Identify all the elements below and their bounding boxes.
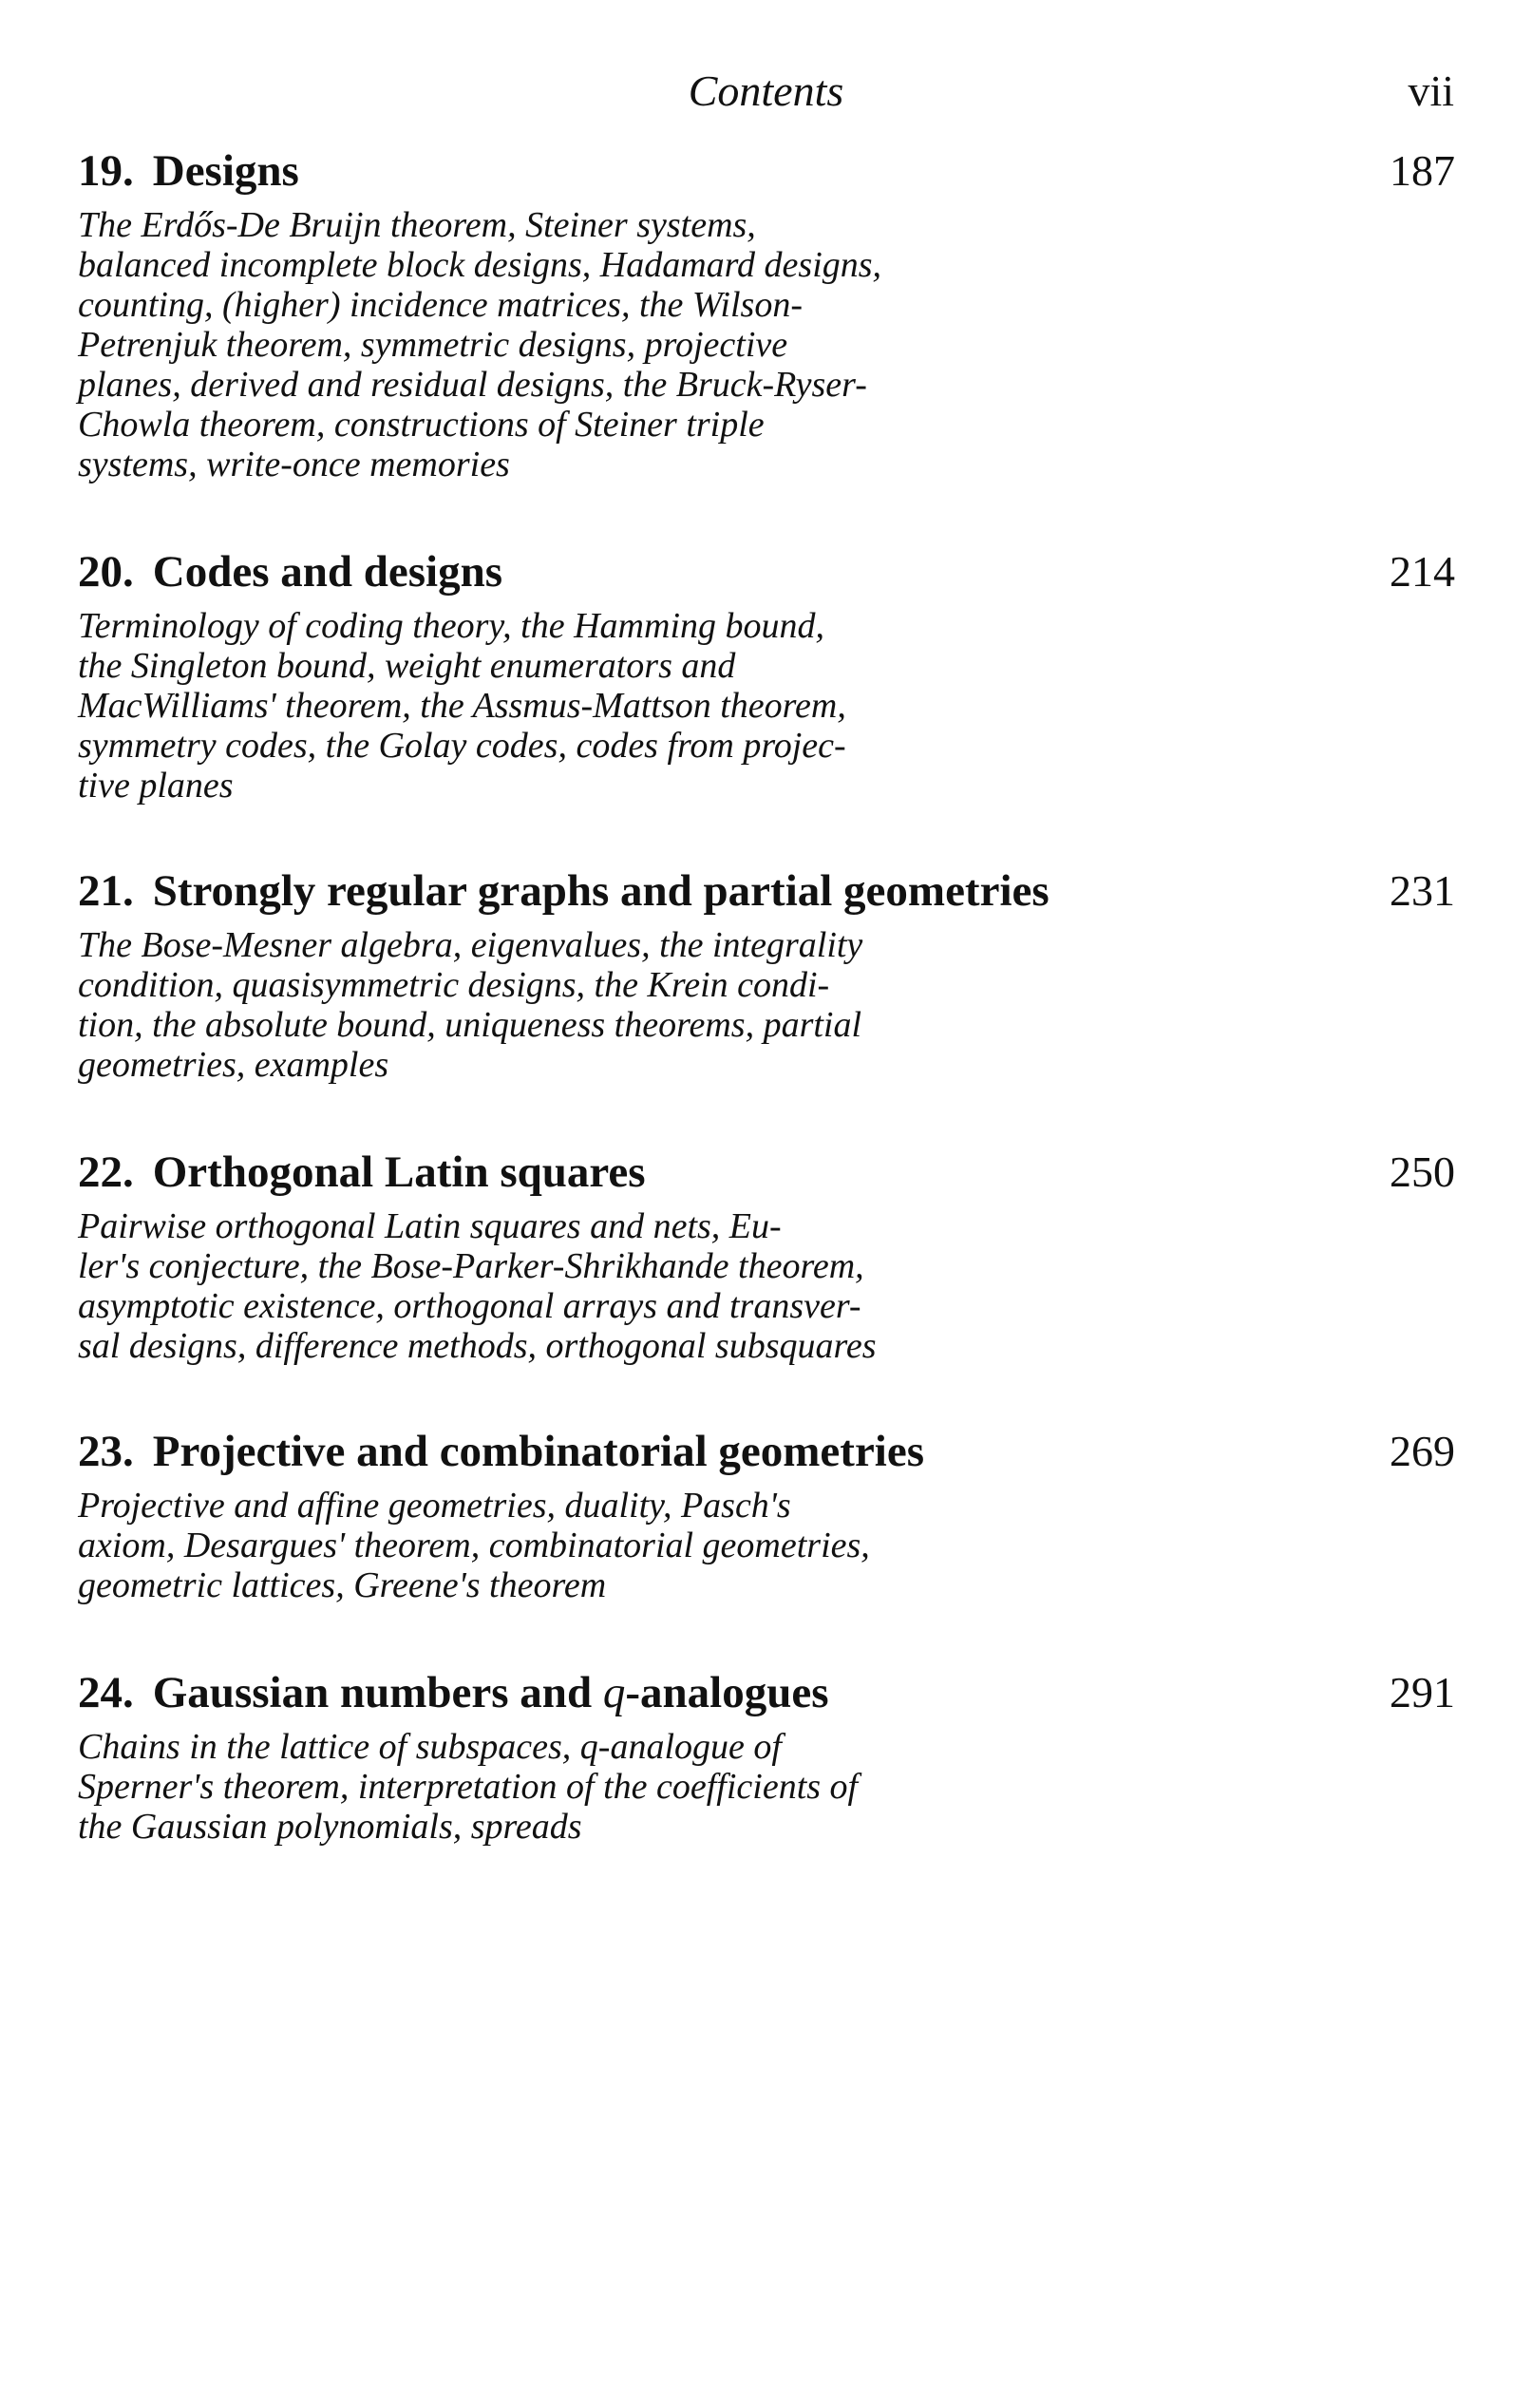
summary-line: Petrenjuk theorem, symmetric designs, projective — [78, 325, 788, 365]
summary-line: geometries, examples — [78, 1045, 389, 1085]
toc-entry-21 — [78, 863, 1455, 1085]
summary-line: MacWilliams' theorem, the Assmus-Mattson theorem, — [78, 686, 846, 726]
chapter-summary — [78, 205, 1455, 484]
toc-entry-24 — [78, 1664, 1455, 1847]
chapter-page-number: 291 — [1390, 1668, 1455, 1716]
chapter-name: Orthogonal Latin squares — [152, 1147, 646, 1197]
summary-line: geometric lattices, Greene's theorem — [78, 1565, 607, 1605]
toc-entry-heading — [78, 142, 1455, 199]
chapter-summary — [78, 925, 1455, 1085]
summary-line: Sperner's theorem, interpretation of the coefficients of — [78, 1767, 859, 1807]
summary-line: tive planes — [78, 766, 234, 806]
chapter-number: 22. — [78, 1147, 134, 1197]
chapter-number: 19. — [78, 146, 134, 196]
chapter-summary — [78, 1727, 1455, 1847]
summary-line: ler's conjecture, the Bose-Parker-Shrikhande theorem, — [78, 1246, 864, 1286]
chapter-page-number: 187 — [1390, 146, 1455, 195]
chapter-page-number: 250 — [1390, 1147, 1455, 1196]
chapter-name: Strongly regular graphs and partial geometries — [152, 866, 1050, 916]
chapter-name: Projective and combinatorial geometries — [152, 1427, 925, 1476]
chapter-name-part: Gaussian numbers and — [152, 1668, 603, 1717]
summary-line: tion, the absolute bound, uniqueness theorems, partial — [78, 1005, 862, 1045]
chapter-title — [78, 1664, 828, 1721]
chapter-page-number: 231 — [1390, 866, 1455, 915]
chapter-number: 20. — [78, 547, 134, 597]
summary-line: systems, write-once memories — [78, 445, 510, 484]
summary-line: balanced incomplete block designs, Hadamard designs, — [78, 245, 882, 285]
toc-entry-heading — [78, 1664, 1455, 1721]
running-head — [0, 63, 1532, 120]
summary-line: The Bose-Mesner algebra, eigenvalues, the integrality — [78, 925, 863, 965]
summary-line: sal designs, difference methods, orthogonal subsquares — [78, 1326, 877, 1366]
page-number: vii — [1408, 66, 1454, 115]
summary-line: the Gaussian polynomials, spreads — [78, 1807, 582, 1847]
chapter-name-part: -analogues — [625, 1668, 829, 1717]
summary-line: planes, derived and residual designs, the Bruck-Ryser- — [78, 365, 867, 405]
summary-line: Projective and affine geometries, duality, Pasch's — [78, 1486, 791, 1526]
chapter-title — [78, 863, 1050, 920]
summary-line: axiom, Desargues' theorem, combinatorial geometries, — [78, 1526, 870, 1565]
chapter-summary — [78, 1486, 1455, 1605]
chapter-title — [78, 543, 502, 600]
summary-line: counting, (higher) incidence matrices, the Wilson- — [78, 285, 803, 325]
chapter-summary — [78, 1206, 1455, 1366]
chapter-title — [78, 142, 299, 199]
summary-line: Pairwise orthogonal Latin squares and nets, Eu- — [78, 1206, 782, 1246]
chapter-number: 24. — [78, 1668, 134, 1717]
chapter-title — [78, 1423, 924, 1480]
chapter-name-math: q — [602, 1668, 626, 1717]
toc-entry-22 — [78, 1144, 1455, 1366]
chapter-number: 21. — [78, 866, 134, 916]
summary-line: Chowla theorem, constructions of Steiner triple — [78, 405, 765, 445]
chapter-page-number: 269 — [1390, 1427, 1455, 1475]
chapter-page-number: 214 — [1390, 547, 1455, 596]
running-title: Contents — [688, 66, 844, 115]
summary-line: The Erdős-De Bruijn theorem, Steiner systems, — [78, 205, 756, 245]
toc-entry-heading — [78, 1423, 1455, 1480]
chapter-summary — [78, 606, 1455, 806]
summary-line: the Singleton bound, weight enumerators and — [78, 646, 736, 686]
summary-line: condition, quasisymmetric designs, the Krein condi- — [78, 965, 830, 1005]
summary-line: asymptotic existence, orthogonal arrays and transver- — [78, 1286, 861, 1326]
summary-line: Terminology of coding theory, the Hamming bound, — [78, 606, 824, 646]
toc-entry-heading — [78, 863, 1455, 920]
toc-entry-heading — [78, 1144, 1455, 1201]
chapter-name: Codes and designs — [152, 547, 503, 597]
chapter-title — [78, 1144, 646, 1201]
toc-entry-20 — [78, 543, 1455, 806]
toc-entry-heading — [78, 543, 1455, 600]
toc-entry-19 — [78, 142, 1455, 484]
toc-entry-23 — [78, 1423, 1455, 1605]
summary-line: symmetry codes, the Golay codes, codes from projec- — [78, 726, 846, 766]
chapter-name: Designs — [152, 146, 299, 196]
chapter-number: 23. — [78, 1427, 134, 1476]
summary-line: Chains in the lattice of subspaces, q-analogue of — [78, 1727, 782, 1767]
